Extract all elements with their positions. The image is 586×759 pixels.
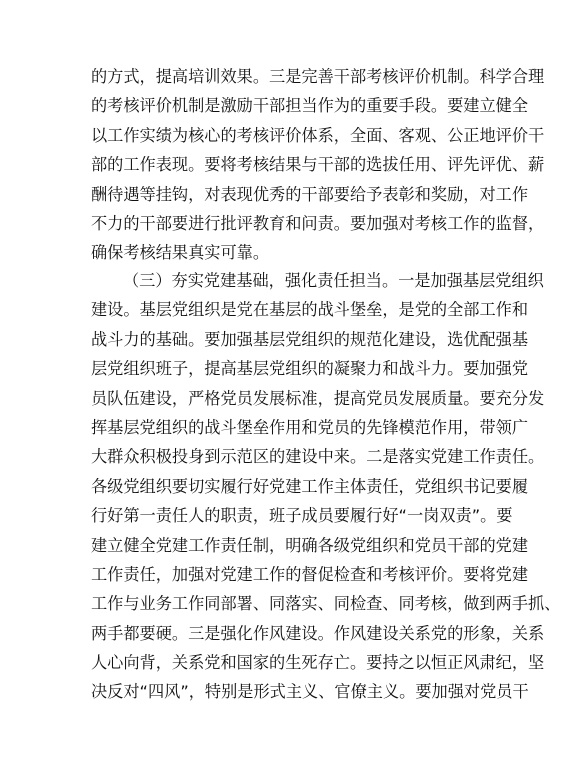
- text-line: 决反对“四风”，特别是形式主义、官僚主义。要加强对党员干: [91, 682, 529, 702]
- text-line: 战斗力的基础。要加强基层党组织的规范化建设，选优配强基: [91, 329, 529, 349]
- text-line: 确保考核结果真实可靠。: [91, 243, 270, 263]
- text-line: 挥基层党组织的战斗堡垒作用和党员的先锋模范作用，带领广: [91, 417, 529, 437]
- text-line: 大群众积极投身到示范区的建设中来。二是落实党建工作责任。: [91, 447, 545, 467]
- text-line: 员队伍建设，严格党员发展标准，提高党员发展质量。要充分发: [91, 388, 545, 408]
- text-line: 的方式，提高培训效果。三是完善干部考核评价机制。科学合理: [91, 67, 545, 86]
- text-line: 酬待遇等挂钩，对表现优秀的干部要给予表彰和奖励，对工作: [91, 184, 529, 204]
- text-line: 人心向背，关系党和国家的生死存亡。要持之以恒正风肃纪，坚: [91, 653, 545, 673]
- text-line: 不力的干部要进行批评教育和问责。要加强对考核工作的监督，: [91, 213, 545, 233]
- paragraph-party-building: [91, 266, 561, 707]
- text-line: 工作责任，加强对党建工作的督促检查和考核评价。要将党建: [91, 564, 529, 584]
- text-line: 两手都要硬。三是强化作风建设。作风建设关系党的形象，关系: [91, 623, 545, 643]
- text-line: 工作与业务工作同部署、同落实、同检查、同考核，做到两手抓、: [91, 594, 561, 614]
- text-line: 的考核评价机制是激励干部担当作为的重要手段。要建立健全: [91, 96, 529, 116]
- paragraph-evaluation-mechanism: [91, 62, 545, 268]
- text-line: 层党组织班子，提高基层党组织的凝聚力和战斗力。要加强党: [91, 359, 529, 379]
- text-line: 行好第一责任人的职责，班子成员要履行好“一岗双责”。要: [91, 506, 513, 526]
- text-line: 建立健全党建工作责任制，明确各级党组织和党员干部的党建: [91, 535, 529, 555]
- text-line: 建设。基层党组织是党在基层的战斗堡垒，是党的全部工作和: [91, 300, 529, 320]
- text-line: 以工作实绩为核心的考核评价体系，全面、客观、公正地评价干: [91, 125, 545, 145]
- text-line: 部的工作表现。要将考核结果与干部的选拔任用、评先评优、薪: [91, 155, 545, 175]
- text-line: 各级党组织要切实履行好党建工作主体责任，党组织书记要履: [91, 476, 529, 496]
- text-line: （三）夯实党建基础，强化责任担当。一是加强基层党组织: [123, 271, 544, 290]
